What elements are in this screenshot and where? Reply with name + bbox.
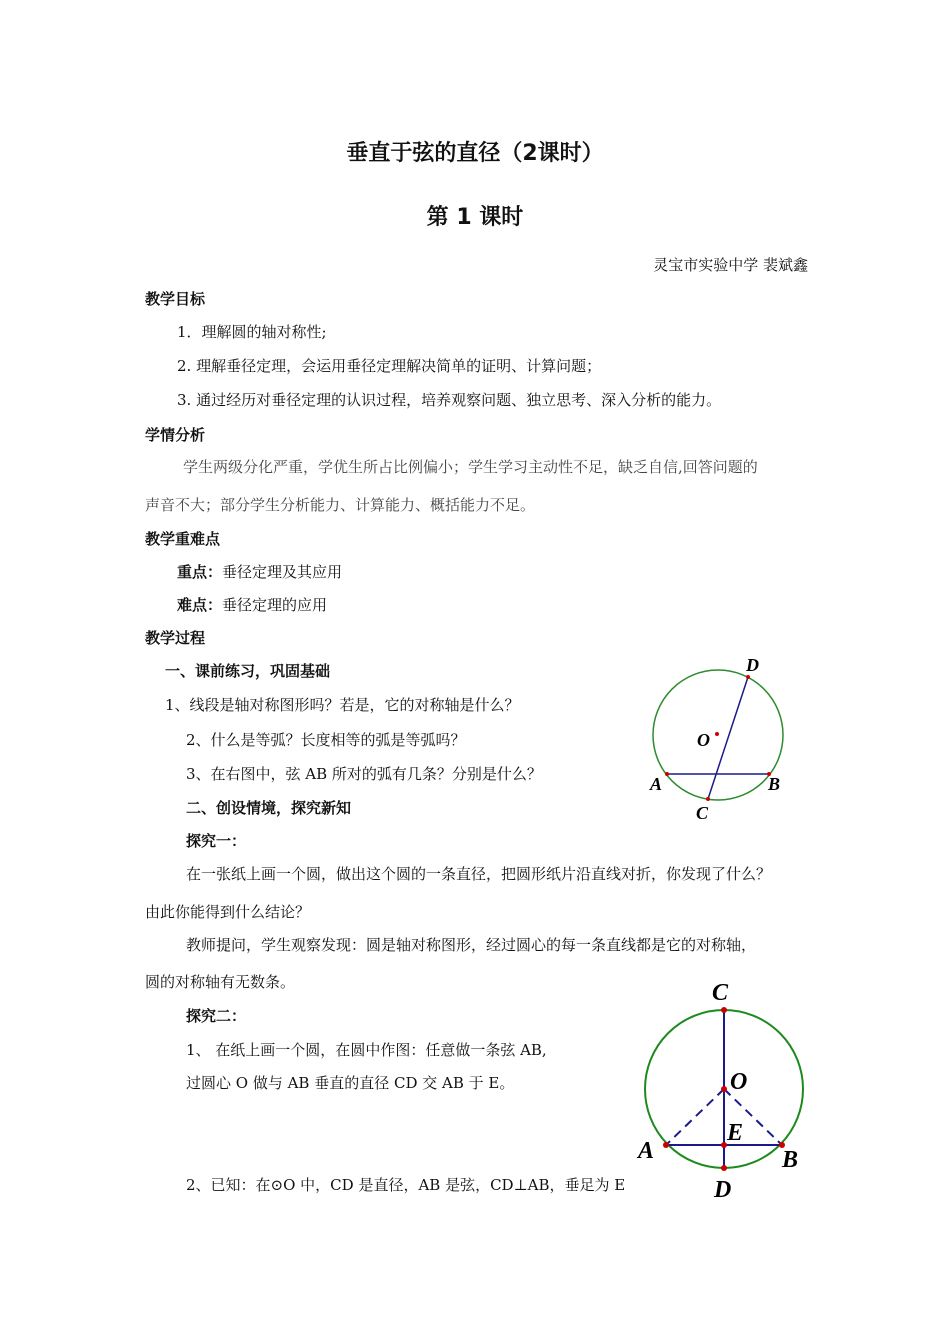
explore1-text: 在一张纸上画一个圆，做出这个圆的一条直径，把圆形纸片沿直线对折，你发现了什么？ [186,865,772,883]
radius-oa [666,1089,724,1145]
section-heading-key-points: 教学重难点 [145,530,221,548]
warmup-question: 2、什么是等弧？长度相等的弧是等弧吗？ [186,731,466,749]
analysis-text: 声音不大；部分学生分析能力、计算能力、概括能力不足。 [145,496,536,514]
focus-line [177,561,342,582]
section-heading-goals: 教学目标 [145,290,206,308]
focus-text: 垂径定理及其应用 [222,563,343,581]
explore1-label: 探究一： [186,832,247,850]
point-a [665,772,669,776]
warmup-question: 3、在右图中，弦 AB 所对的弧有几条？分别是什么？ [186,765,542,783]
label-a: A [638,1138,655,1164]
goal-item: 3. 通过经历对垂径定理的认识过程，培养观察问题、独立思考、深入分析的能力。 [177,391,722,409]
point-d [721,1165,727,1171]
explore2-text: 过圆心 O 做与 AB 垂直的直径 CD 交 AB 于 E。 [186,1074,515,1092]
label-a: A [650,774,663,794]
difficulty-line [177,594,327,615]
lesson-subtitle: 第 1 课时 [426,205,524,230]
part1-heading: 一、课前练习，巩固基础 [165,662,331,680]
warmup-question: 1、线段是轴对称图形吗？若是，它的对称轴是什么？ [165,696,520,714]
label-o: O [730,1069,748,1095]
label-e: E [727,1120,744,1146]
label-c: C [696,803,709,820]
section-heading-analysis: 学情分析 [145,426,206,444]
explore1-text: 圆的对称轴有无数条。 [145,973,296,991]
figure-perpendicular-diameter [630,975,820,1200]
label-b: B [768,774,781,794]
label-o: O [697,730,710,750]
difficulty-text: 垂径定理的应用 [222,596,328,614]
part2-heading: 二、创设情境，探究新知 [186,799,352,817]
point-a [663,1142,669,1148]
goal-item: 2. 理解垂径定理，会运用垂径定理解决简单的证明、计算问题； [177,357,602,375]
focus-label: 重点： [177,563,223,581]
goal-item: 1．理解圆的轴对称性; [177,323,327,341]
label-d: D [746,655,759,675]
label-d: D [714,1177,732,1200]
document-title: 垂直于弦的直径（2课时） [346,141,604,166]
label-b: B [782,1147,799,1173]
label-c: C [712,980,729,1006]
author-line: 灵宝市实验中学 裴斌鑫 [653,256,808,274]
explore2-label: 探究二： [186,1007,247,1025]
difficulty-label: 难点： [177,596,223,614]
explore2-text: 2、已知：在⊙O 中，CD 是直径，AB 是弦，CD⊥AB，垂足为 E [186,1176,626,1194]
point-c [721,1007,727,1013]
explore1-text: 由此你能得到什么结论？ [145,903,311,921]
point-o [715,732,719,736]
point-d [746,675,750,679]
point-c [706,797,710,801]
section-heading-process: 教学过程 [145,629,206,647]
analysis-text: 学生两级分化严重，学优生所占比例偏小；学生学习主动性不足，缺乏自信,回答问题的 [183,458,758,476]
figure-circle-chords [640,650,800,820]
point-o [721,1086,727,1092]
explore1-text: 教师提问，学生观察发现：圆是轴对称图形，经过圆心的每一条直线都是它的对称轴， [186,936,757,954]
chord-cd [708,677,748,799]
explore2-text: 1、 在纸上画一个圆，在圆中作图：任意做一条弦 AB, [186,1041,547,1059]
